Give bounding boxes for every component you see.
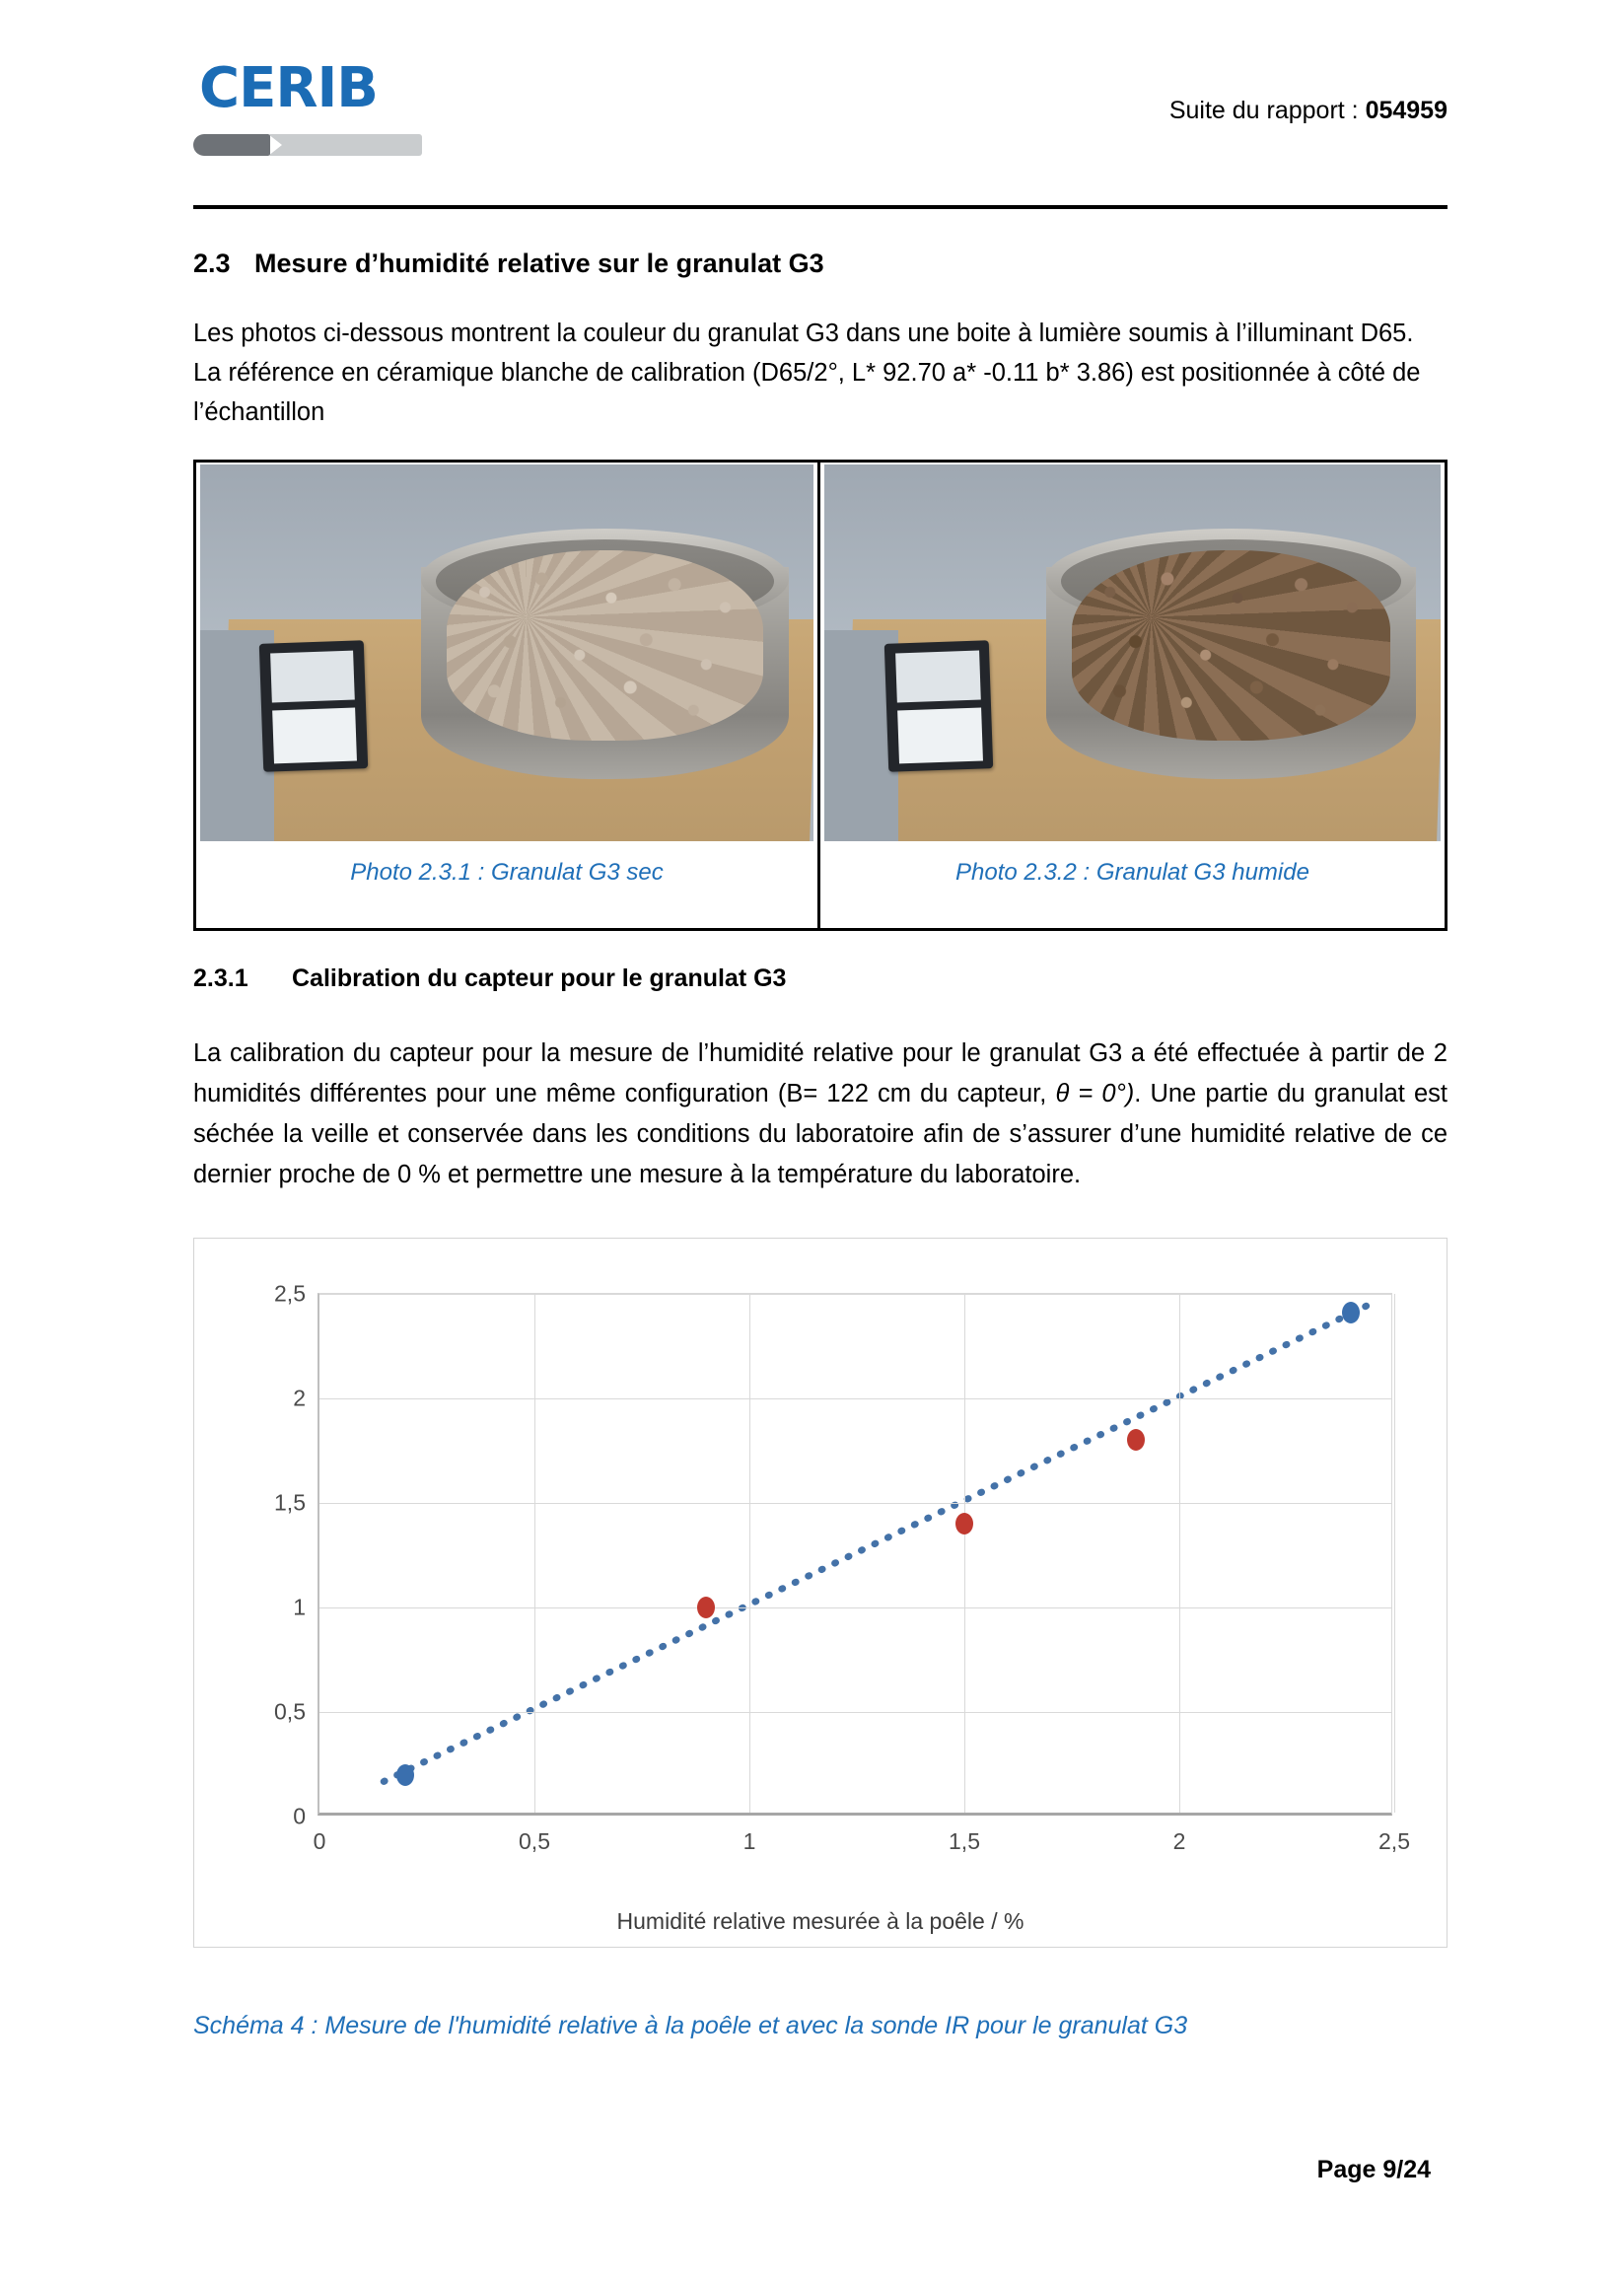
paragraph-text-part1: La calibration du capteur pour la mesure de l’humidité relative pour le granulat G3 a été effectuée à partir de 2 humidités différentes pour une même configuration (B= 122 cm du capteur, [193,1039,1447,1107]
y-axis-tick-label: 1 [293,1594,306,1620]
gridline-vertical [964,1294,965,1813]
calibration-reference-card [259,640,368,771]
gridline-horizontal [319,1398,1391,1399]
metal-sieve-pan [421,517,789,796]
gridline-vertical [1394,1294,1395,1813]
report-number: 054959 [1365,97,1447,124]
report-label: Suite du rapport : [1168,97,1366,124]
trendline-svg [319,1294,1391,1813]
photo-holder-dry [196,463,817,843]
logo-bar-dark-segment [193,134,270,156]
aggregate-dry [447,550,763,740]
photo-table [193,460,1447,931]
section-number: 2.3 [193,249,231,278]
reference-tile-lower [896,707,982,763]
calibration-chart [193,1238,1447,1948]
trendline [384,1300,1378,1781]
reference-tile-upper [894,650,980,701]
x-axis-tick-label: 0,5 [519,1828,550,1854]
gridline-vertical [749,1294,750,1813]
reference-tile-upper [270,650,355,701]
y-axis-tick-label: 2,5 [274,1280,306,1307]
x-axis-tick-label: 1 [742,1828,756,1854]
photo-cell-dry [196,463,820,928]
chart-data-point [396,1764,414,1786]
reference-tile-lower [272,707,357,763]
chart-plot-area [274,1280,1410,1854]
chart-x-axis-label: Humidité relative mesurée à la poêle / % [616,1908,1024,1934]
section-title: Mesure d’humidité relative sur le granulat G3 [254,249,824,278]
aggregate-wet [1072,550,1390,740]
page-header [193,47,1447,166]
subsection-title: Calibration du capteur pour le granulat G3 [292,964,787,992]
gridline-horizontal [319,1294,1391,1295]
page-footer: Page 9/24 [1316,2156,1431,2183]
section-heading-2-3 [193,249,824,279]
x-axis-tick-label: 1,5 [949,1828,980,1854]
x-axis-tick-label: 2,5 [1378,1828,1410,1854]
photo-caption-wet: Photo 2.3.2 : Granulat G3 humide [955,859,1309,886]
chart-data-point [955,1513,973,1535]
logo-wordmark: CERIB [199,56,378,120]
photo-holder-wet [820,463,1445,843]
y-axis-tick-label: 1,5 [274,1489,306,1516]
paragraph-text-part2: . Une partie du granulat est séchée la veille et conservée dans les conditions du laboratoire afin de s’assurer d’une humidité relative de ce dernier proche de 0 % et permettre une mesure à la température du laboratoire. [193,1080,1448,1188]
gridline-horizontal [319,1607,1391,1608]
gridline-horizontal [319,1503,1391,1504]
y-axis-tick-label: 0,5 [274,1698,306,1725]
paragraph-text-italic: θ = 0°) [1055,1080,1135,1107]
chart-data-point [1127,1429,1145,1451]
gridline-vertical [534,1294,535,1813]
y-axis-tick-label: 2 [293,1385,306,1411]
report-reference [1169,97,1447,125]
calibration-reference-card [883,640,993,772]
x-axis-tick-label: 0 [313,1828,326,1854]
cerib-logo [193,57,440,161]
photo-cell-wet [820,463,1445,928]
x-axis-tick-label: 2 [1172,1828,1186,1854]
logo-arrow-bar [193,134,420,156]
logo-bar-light-segment [268,134,422,156]
y-axis-tick-label: 0 [293,1803,306,1829]
gridline-horizontal [319,1712,1391,1713]
subsection-heading-2-3-1 [193,964,786,993]
metal-sieve-pan [1046,517,1416,796]
gridline-vertical [1179,1294,1180,1813]
section-paragraph: Les photos ci-dessous montrent la couleur du granulat G3 dans une boite à lumière soumis à l’illuminant D65. La référence en céramique blanche de calibration (D65/2°, L* 92.70 a* -0.11 b* 3.86) est positionnée à côté de l’échantillon [193,320,1421,426]
photo-image-granulat-humide [824,464,1441,841]
photo-image-granulat-sec [200,464,813,841]
subsection-paragraph [193,1034,1447,1195]
schema-caption: Schéma 4 : Mesure de l'humidité relative à la poêle et avec la sonde IR pour le granulat G3 [193,2012,1188,2039]
chart-data-point [1342,1302,1360,1323]
header-divider [193,205,1447,209]
photo-caption-dry: Photo 2.3.1 : Granulat G3 sec [350,859,664,886]
subsection-number: 2.3.1 [193,964,248,992]
chart-data-point [697,1597,715,1618]
